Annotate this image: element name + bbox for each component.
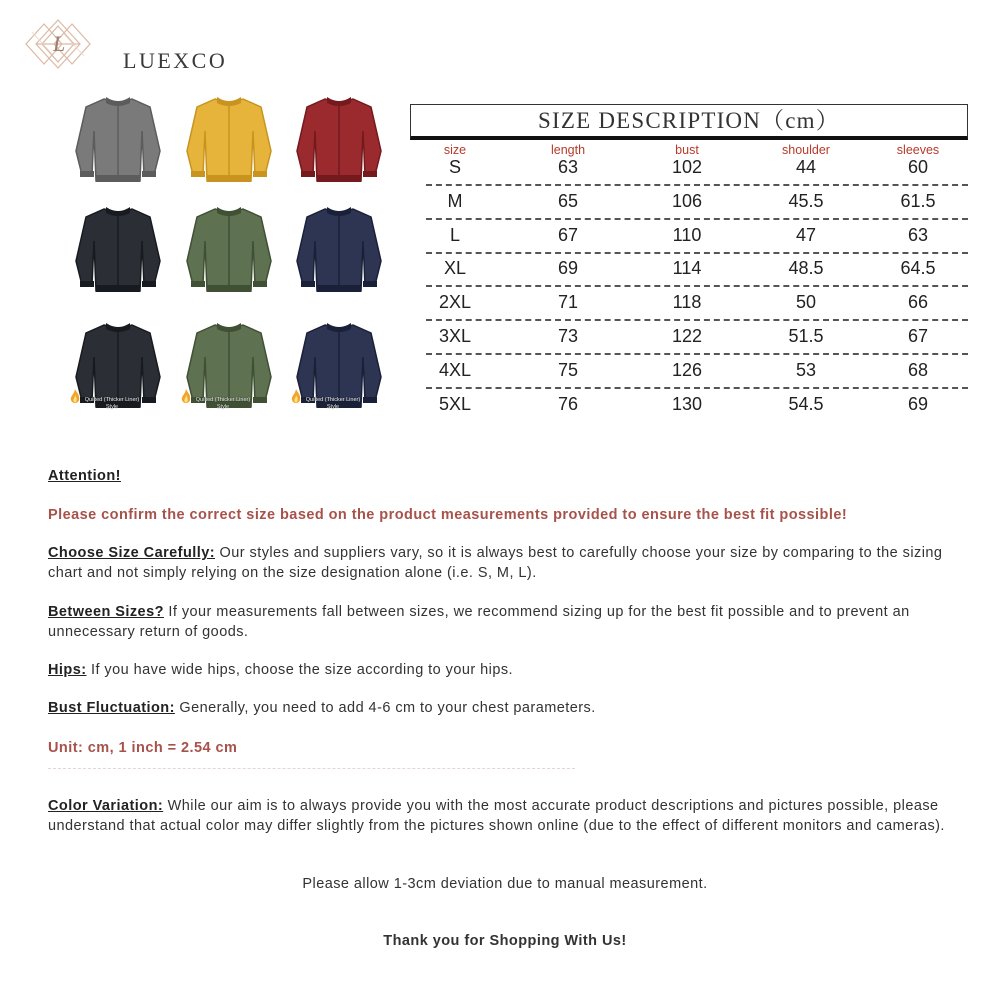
jacket-burgundy-icon bbox=[291, 91, 387, 187]
logo-monogram: L bbox=[53, 31, 66, 56]
between-sizes-paragraph bbox=[48, 603, 968, 642]
row-separator bbox=[426, 319, 968, 321]
cell-length: 76 bbox=[557, 393, 579, 414]
between-sizes-label: Between Sizes? bbox=[48, 604, 164, 620]
row-separator bbox=[426, 387, 968, 389]
cell-length: 67 bbox=[557, 224, 579, 245]
section-divider bbox=[48, 768, 575, 769]
column-header-length: length bbox=[550, 143, 586, 157]
color-variation-label: Color Variation: bbox=[48, 798, 164, 814]
cell-shoulder: 45.5 bbox=[788, 190, 824, 211]
deviation-note: Please allow 1-3cm deviation due to manual measurement. bbox=[302, 876, 708, 892]
cell-bust: 102 bbox=[671, 157, 703, 177]
between-sizes-text: If your measurements fall between sizes, we recommend sizing up for the best fit possible and to prevent an unnecessary return of goods. bbox=[48, 604, 910, 640]
size-row-5xl bbox=[410, 392, 968, 426]
hips-text: If you have wide hips, choose the size according to your hips. bbox=[86, 662, 514, 678]
brand-name: LUEXCO bbox=[123, 48, 228, 73]
row-separator bbox=[426, 218, 968, 220]
cell-length: 71 bbox=[557, 292, 579, 313]
cell-size: 5XL bbox=[438, 393, 472, 414]
choose-size-label: Choose Size Carefully: bbox=[48, 545, 216, 561]
column-header-sleeves: sleeves bbox=[896, 143, 940, 157]
column-header-bust: bust bbox=[675, 143, 699, 157]
cell-shoulder: 47 bbox=[795, 224, 817, 245]
jacket-black-icon bbox=[70, 317, 166, 413]
cell-size: L bbox=[449, 224, 460, 245]
cell-bust: 106 bbox=[671, 190, 703, 211]
cell-sleeves: 66 bbox=[907, 292, 929, 313]
row-separator bbox=[426, 285, 968, 287]
jacket-yellow-icon bbox=[181, 91, 277, 187]
cell-length: 75 bbox=[557, 359, 579, 380]
cell-bust: 126 bbox=[671, 359, 703, 380]
column-header-shoulder: shoulder bbox=[782, 143, 830, 157]
size-table bbox=[410, 104, 968, 420]
column-header-size: size bbox=[443, 143, 467, 157]
cell-bust: 130 bbox=[671, 393, 703, 414]
cell-sleeves: 69 bbox=[907, 393, 929, 414]
row-separator bbox=[426, 184, 968, 186]
hips-label: Hips: bbox=[48, 662, 87, 678]
cell-length: 73 bbox=[557, 326, 579, 346]
bust-fluctuation-paragraph bbox=[48, 699, 968, 719]
flame-icon bbox=[291, 389, 301, 405]
cell-shoulder: 54.5 bbox=[788, 393, 824, 414]
cell-shoulder: 53 bbox=[795, 359, 817, 380]
quilted-style-tag: Quilted (Thicker Liner) Style bbox=[305, 397, 361, 410]
jacket-army-green-icon bbox=[181, 317, 277, 413]
cell-size: 2XL bbox=[438, 292, 472, 313]
color-variation-text: While our aim is to always provide you with the most accurate product descriptions and pictures possible, please understand that actual color may differ slightly from the pictures shown online (due to the effect of different monitors and cameras). bbox=[48, 798, 945, 834]
cell-size: XL bbox=[443, 258, 467, 279]
cell-length: 65 bbox=[557, 190, 579, 211]
jacket-black-icon bbox=[70, 201, 166, 297]
thank-you-message: Thank you for Shopping With Us! bbox=[383, 933, 627, 949]
cell-bust: 114 bbox=[672, 258, 702, 279]
cell-sleeves: 60 bbox=[907, 157, 929, 177]
row-separator bbox=[426, 353, 968, 355]
jacket-gray-icon bbox=[70, 91, 166, 187]
choose-size-paragraph bbox=[48, 544, 968, 583]
jacket-navy-icon bbox=[291, 317, 387, 413]
cell-bust: 122 bbox=[671, 326, 703, 346]
cell-length: 69 bbox=[557, 258, 579, 279]
unit-note: Unit: cm, 1 inch = 2.54 cm bbox=[48, 740, 238, 756]
quilted-style-tag: Quilted (Thicker Liner) Style bbox=[195, 397, 251, 410]
cell-sleeves: 61.5 bbox=[900, 190, 936, 211]
cell-shoulder: 44 bbox=[795, 157, 817, 177]
cell-length: 63 bbox=[557, 157, 579, 177]
cell-sleeves: 68 bbox=[907, 359, 929, 380]
confirm-notice: Please confirm the correct size based on the product measurements provided to ensure the best fit possible! bbox=[48, 507, 848, 523]
bust-fluctuation-text: Generally, you need to add 4-6 cm to your chest parameters. bbox=[174, 700, 596, 716]
cell-size: 3XL bbox=[438, 326, 472, 346]
jacket-navy-icon bbox=[291, 201, 387, 297]
quilted-style-tag: Quilted (Thicker Liner) Style bbox=[84, 397, 140, 410]
cell-bust: 110 bbox=[672, 224, 702, 245]
flame-icon bbox=[181, 389, 191, 405]
row-separator bbox=[426, 252, 968, 254]
logo-emblem-icon bbox=[22, 18, 94, 70]
color-variation-paragraph bbox=[48, 797, 968, 836]
size-table-title: SIZE DESCRIPTION（cm） bbox=[410, 104, 968, 140]
jacket-army-green-icon bbox=[181, 201, 277, 297]
flame-icon bbox=[70, 389, 80, 405]
brand-logo bbox=[22, 18, 228, 73]
cell-size: 4XL bbox=[438, 359, 472, 380]
hips-paragraph bbox=[48, 661, 968, 681]
cell-sleeves: 67 bbox=[907, 326, 929, 346]
attention-heading bbox=[48, 467, 968, 487]
cell-sleeves: 64.5 bbox=[900, 258, 936, 279]
cell-sleeves: 63 bbox=[907, 224, 929, 245]
cell-shoulder: 48.5 bbox=[788, 258, 824, 279]
cell-size: S bbox=[448, 157, 461, 177]
cell-shoulder: 50 bbox=[795, 292, 817, 313]
cell-bust: 118 bbox=[672, 292, 702, 313]
choose-size-text: Our styles and suppliers vary, so it is always best to carefully choose your size by comparing to the sizing chart and not simply relying on the size designation alone (i.e. S, M, L). bbox=[48, 545, 943, 581]
attention-label: Attention! bbox=[48, 468, 121, 484]
cell-shoulder: 51.5 bbox=[788, 326, 824, 346]
cell-size: M bbox=[447, 190, 463, 211]
bust-fluctuation-label: Bust Fluctuation: bbox=[48, 700, 175, 716]
